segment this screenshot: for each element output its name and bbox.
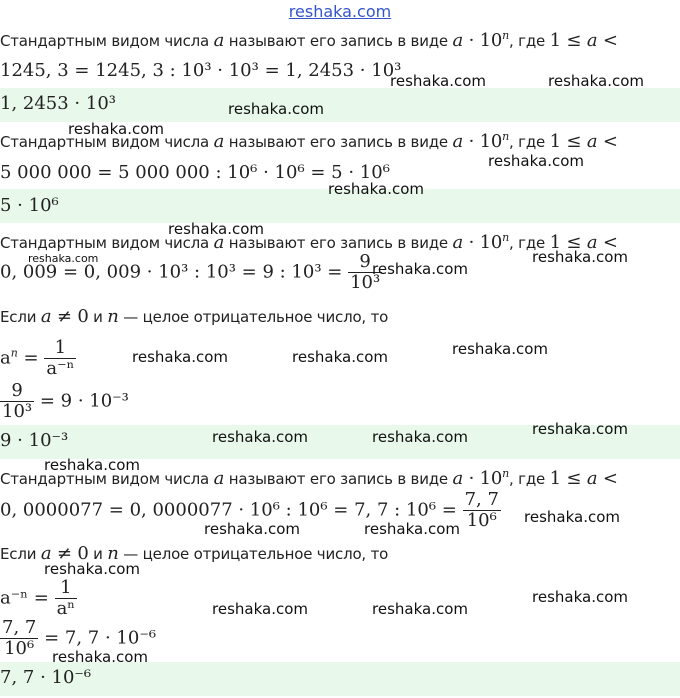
watermark: reshaka.com [292,348,388,366]
watermark: reshaka.com [328,180,424,198]
answer: 5 · 10⁶ [0,195,59,216]
watermark: reshaka.com [168,220,264,238]
watermark: reshaka.com [28,252,99,265]
watermark: reshaka.com [532,248,628,266]
watermark: reshaka.com [132,348,228,366]
fraction: $\frac{7, 7}{\text{10⁶}}$ [464,489,499,531]
watermark: reshaka.com [212,428,308,446]
rule-formula: a⁻ⁿ = $\frac{1}{\text{aⁿ}}$ [0,577,76,619]
conversion: $\frac{9}{\text{10³}}$ = 9 · 10⁻³ [2,380,129,422]
watermark: reshaka.com [390,72,486,90]
watermark: reshaka.com [212,600,308,618]
watermark: reshaka.com [488,152,584,170]
definition-text: Стандартным видом числа a называют его запись в виде $a \cdot 10^n$, где 1 ≤ a < [0,467,618,489]
watermark: reshaka.com [372,600,468,618]
watermark: reshaka.com [524,508,620,526]
answer: 7, 7 · 10⁻⁶ [0,667,92,688]
rule-text: Если a ≠ 0 и n — целое отрицательное число, то [0,306,389,327]
equation: 5 000 000 = 5 000 000 : 10⁶ · 10⁶ = 5 · 10⁶ [0,162,390,183]
equation: 0, 0000077 = 0, 0000077 · 10⁶ : 10⁶ = 7, 7 : 10⁶ = $\frac{7, 7}{\text{10⁶}}$ [0,489,499,531]
watermark: reshaka.com [44,456,140,474]
watermark: reshaka.com [532,588,628,606]
answer: 1, 2453 · 10³ [0,93,116,114]
watermark: reshaka.com [204,520,300,538]
site-link[interactable]: reshaka.com [288,2,392,21]
definition-text: Стандартным видом числа a называют его запись в виде $a \cdot 10^n$, где 1 ≤ a < [0,130,618,152]
equation: 0, 009 = 0, 009 · 10³ : 10³ = 9 : 10³ = $\frac{9}{\text{10³}}$ [0,251,381,293]
rule-text: Если a ≠ 0 и n — целое отрицательное число, то [0,543,389,564]
answer: 9 · 10⁻³ [0,430,69,451]
watermark: reshaka.com [372,428,468,446]
answer-band [0,662,680,696]
watermark: reshaka.com [44,560,140,578]
equation: 1245, 3 = 1245, 3 : 10³ · 10³ = 1, 2453 · 10³ [0,60,402,81]
definition-text: Стандартным видом числа a называют его запись в виде $a \cdot 10^n$, где 1 ≤ a < [0,231,618,253]
watermark: reshaka.com [452,340,548,358]
conversion: $\frac{7, 7}{\text{10⁶}}$ = 7, 7 · 10⁻⁶ [2,617,157,659]
watermark: reshaka.com [364,520,460,538]
watermark: reshaka.com [52,648,148,666]
watermark: reshaka.com [532,420,628,438]
watermark: reshaka.com [372,260,468,278]
watermark: reshaka.com [548,72,644,90]
watermark: reshaka.com [68,120,164,138]
watermark: reshaka.com [228,100,324,118]
rule-formula: $a^n$ = $\frac{1}{\text{a⁻ⁿ}}$ [0,337,75,379]
definition-text: Стандартным видом числа a называют его запись в виде $a \cdot 10^n$, где 1 ≤ a < [0,29,618,51]
fraction: $\frac{9}{\text{10³}}$ [350,251,381,293]
